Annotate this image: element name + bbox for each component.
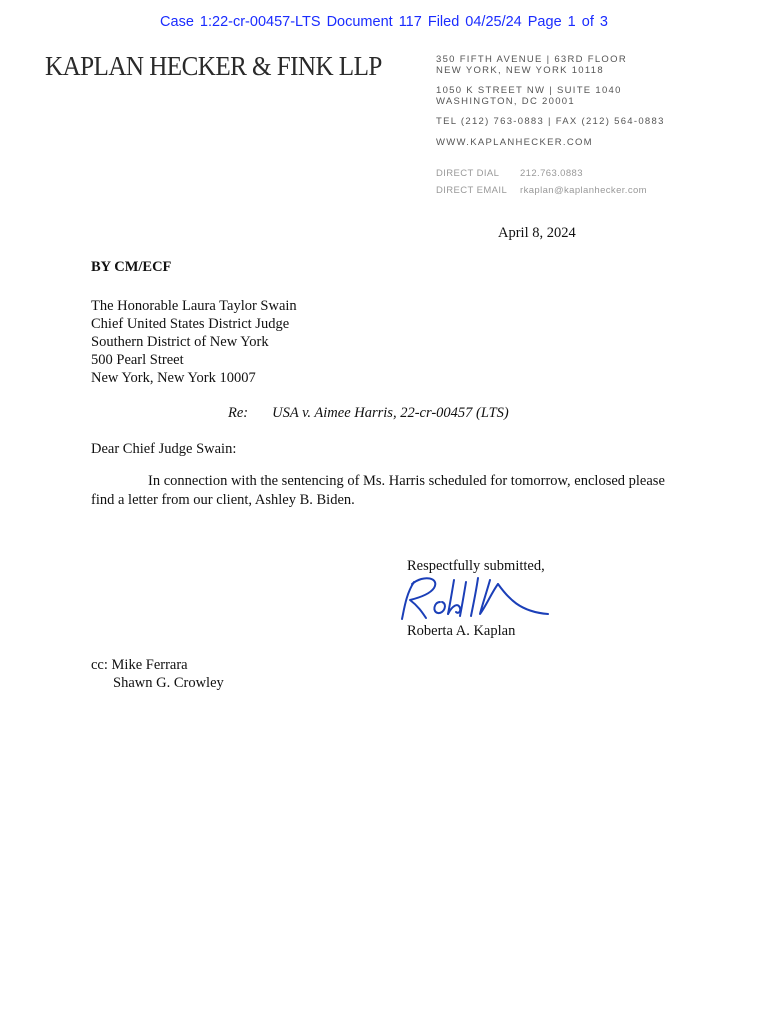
recipient-line: New York, New York 10007 [91, 370, 256, 386]
direct-email-value: rkaplan@kaplanhecker.com [520, 185, 647, 196]
direct-dial-value: 212.763.0883 [520, 168, 583, 179]
firm-name-logo: KAPLAN HECKER & FINK LLP [45, 51, 382, 81]
phone-fax-line: TEL (212) 763-0883 | FAX (212) 564-0883 [436, 116, 665, 127]
signer-name: Roberta A. Kaplan [407, 623, 516, 639]
firm-website: WWW.KAPLANHECKER.COM [436, 137, 593, 148]
body-paragraph: In connection with the sentencing of Ms. Harris scheduled for tomorrow, enclosed please find a letter from our client, Ashley B. Biden. [91, 473, 665, 508]
cc-line: Shawn G. Crowley [113, 675, 224, 691]
handwritten-signature [400, 572, 552, 624]
re-label: Re: [228, 405, 249, 421]
address-dc-line2: WASHINGTON, DC 20001 [436, 96, 575, 107]
address-new-york [436, 54, 627, 76]
recipient-line: 500 Pearl Street [91, 352, 184, 368]
address-ny-line2: NEW YORK, NEW YORK 10118 [436, 65, 604, 76]
re-line [228, 404, 509, 422]
recipient-line: Chief United States District Judge [91, 316, 290, 332]
recipient-address [91, 297, 297, 387]
closing: Respectfully submitted, [407, 558, 545, 574]
letter-date: April 8, 2024 [498, 225, 576, 241]
address-dc-line1: 1050 K STREET NW | SUITE 1040 [436, 85, 622, 96]
re-case: USA v. Aimee Harris, 22-cr-00457 (LTS) [272, 405, 509, 421]
address-washington [436, 85, 622, 107]
cc-line: cc: Mike Ferrara [91, 657, 188, 673]
direct-dial [436, 168, 583, 179]
direct-email-label: DIRECT EMAIL [436, 185, 508, 196]
salutation: Dear Chief Judge Swain: [91, 441, 237, 457]
delivery-method: BY CM/ECF [91, 259, 172, 275]
cc-list [91, 656, 224, 692]
address-ny-line1: 350 FIFTH AVENUE | 63RD FLOOR [436, 54, 627, 65]
ecf-filing-header: Case 1:22-cr-00457-LTS Document 117 Filed 04/25/24 Page 1 of 3 [160, 14, 608, 30]
recipient-line: The Honorable Laura Taylor Swain [91, 298, 297, 314]
direct-email [436, 185, 647, 196]
recipient-line: Southern District of New York [91, 334, 269, 350]
direct-dial-label: DIRECT DIAL [436, 168, 500, 179]
